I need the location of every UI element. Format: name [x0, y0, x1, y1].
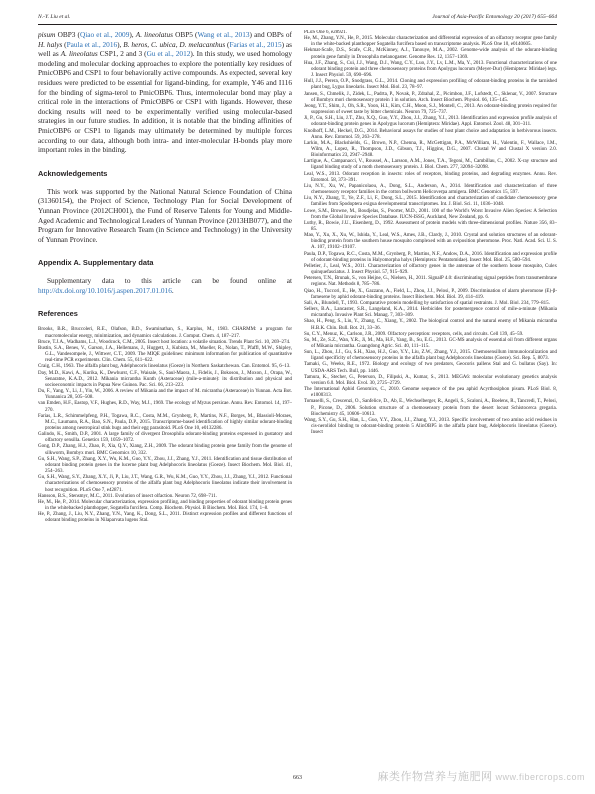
reference-item: Bruce, T.J.A., Wadhams, L.J., Woodcock, C.M., 2005. Insect host location: a volatile situation. Trends Plant Sci. 10, 269–274.: [38, 339, 291, 345]
reference-item: Lowe, S.M., Browne, M., Boudjelas, S., Poorter, M.D., 2001. 100 of the World's Worst Invasive Alien Species: A Selection from the Global Invasive Species Database. IUCN-ISSG, Auckland, New Zealand, pp. 6.: [304, 208, 557, 220]
supplementary-doi-link[interactable]: http://dx.doi.org/10.1016/j.aspen.2017.01.016: [38, 285, 172, 295]
reference-item: Du, F., Yang, Y., Li, J., Yin, W., 2006. A review of Mikania and the impact of M. micrantha (Asteraceae) in Yunnan. Acta Bot. Yunnanica 28, 505–508.: [38, 389, 292, 401]
reference-item: Jeong, Y.T., Shim, J., Oh, S.R., Yoon, H.I., Kim, C.H., Moon, S.J., Montell, C., 2013. An odorant-binding protein required for suppression of sweet taste by bitter chemicals. Neuron 79, 725–737.: [304, 103, 557, 116]
references-heading: References: [38, 309, 78, 319]
reference-item: Hull, J.J., Perera, O.P., Snodgrass, G.L., 2014. Cloning and expression profiling of odorant-binding proteins in the tarnished plant bug, Lygus lineolaris. Insect Mol. Biol. 23, 78–97.: [304, 79, 557, 91]
reference-item: Ji, P., Gu, S.H., Liu, J.T., Zhu, X.Q., Guo, Y.Y., Zhou, J.J., Zhang, Y.J., 2013. Identification and expression profile analysis of odorant-binding protein genes in Apolygus lucorum (Hemiptera: Miridae). Appl. Entomol. Zool. 48, 301–311.: [304, 116, 557, 128]
watermark-text: 麻类作物营养与施肥网: [377, 771, 493, 783]
reference-item: He, M., He, P., 2014. Molecular characterization, expression profiling, and binding properties of odorant binding protein genes in the whitebacked planthopper, Sogatella furcifera. Comp. Biochem. Physiol. B Biochem. Mol. Biol. 174, 1–8.: [38, 499, 292, 511]
reference-item: Sellers, B.A., Lancaster, S.R., Langeland, K.A., 2014. Herbicides for postemergence control of mile-a-minute (Mikania micrantha). Invasive Plant Sci. Manag. 7, 303–309.: [304, 307, 557, 319]
reference-item: Hekmat-Scafe, D.S., Scafe, C.R., McKinney, A.J., Tanouye, M.A., 2002. Genome-wide analysis of the odorant-binding protein gene family in Drosophila melanogaster. Genome Res. 12, 1357–1369.: [304, 48, 557, 60]
reference-item: Bustin, S.A., Benes, V., Garson, J.A., Hellemans, J., Huggett, J., Kubista, M., Mueller, R., Nolan, T., Pfaffl, M.W., Shipley, G.L., Vandesompele, J., Wittwer, C.T., 2009. The MIQE guidelines: minimum information for publication of quantitative real-time PCR experiments. Clin. Chem. 55, 611–622.: [38, 345, 292, 364]
running-head: [38, 14, 557, 24]
appendix-paragraph: [38, 276, 292, 295]
header-rule: [38, 24, 557, 25]
reference-item: Farias, L.R., Schimmelpfeng, P.H., Togawa, R.C., Costa, M.M., Grynberg, P., Martins, N.F., Borges, M., Blassioli-Moraes, M.C., Laumann, R.A., Bao, S.N., Paula, D.P., 2015. Transcriptome-based identification of highly similar odorant-binding proteins among neotropical stink bugs and their egg parasitoid. PLoS One 10, e0132286.: [38, 413, 292, 431]
appendix-period: .: [171, 285, 174, 295]
reference-item: Liu, N.Y., Xu, W., Papanicolaou, A., Dong, S.L., Anderson, A., 2014. Identification and characterization of three chemosensory receptor families in the cotton bollworm Helicoverpa armigera. BMC Genomics 15, 597.: [304, 183, 557, 196]
reference-item: Brooks, B.R., Bruccoleri, R.E., Olafson, B.D., Swaminathan, S., Karplus, M., 1983. CHARMM: a program for macromolecular energy, minimization, and dynamics calculations. J. Comput. Chem. 4, 187–217.: [38, 327, 292, 339]
reference-item: Hansson, B.S., Stensmyr, M.C., 2011. Evolution of insect olfaction. Neuron 72, 698–711.: [38, 493, 218, 499]
reference-item: The International Aphid Genomics, C., 2010. Genome sequence of the pea aphid Acyrthosiphon pisum. PLoS Biol. 8, e1000313.: [304, 387, 557, 399]
reference-item: He, M., Zhang, Y.N., He, P., 2015. Molecular characterization and differential expression of an olfactory receptor gene family in the white-backed planthopper Sogatella furcifera based on transcriptome analysis. PLoS One 10, e0140605.: [304, 36, 557, 48]
left-column: [38, 30, 292, 770]
reference-item: Mao, Y., Xu, X., Xu, W., Ishida, Y., Leal, W.S., Ames, J.B., Clardy, J., 2010. Crystal and solution structures of an odorant-binding protein from the southern house mosquito complexed with an oviposition pheromone. Proc. Natl. Acad. Sci. U. S. A. 107, 19102–19107.: [304, 233, 557, 251]
watermark: [377, 768, 585, 784]
right-column: [304, 30, 557, 770]
reference-item: Sali, A., Blundell, T., 1993. Comparative protein modelling by satisfaction of spatial restraints. J. Mol. Biol. 234, 779–815.: [304, 300, 550, 306]
appendix-sentence: Supplementary data to this article can be found online at: [47, 276, 292, 286]
running-head-journal: Journal of Asia-Pacific Entomology 20 (2017) 655–664: [432, 14, 557, 20]
acknowledgements-paragraph: This work was supported by the National Natural Science Foundation of China (31360154), the Project of Science, Technology Plan for Social Development of Yunnan Province (2012CH001), the Fund of Reserve Talents for Young and Middle-Aged Academic and Technological Leaders of Yunnan Province (2013HB077), and the Program for Innovative Research Team (in Science and Technology) in the University of Yunnan Province.: [38, 186, 292, 244]
reference-item: Luthy, R., Bowie, J.U., Eisenberg, D., 1992. Assessment of protein models with three-dimensional profiles. Nature 356, 83–85.: [304, 220, 557, 232]
discussion-text: [38, 30, 292, 155]
reference-item: Gu, S.H., Wang, S.Y., Zhang, X.Y., Ji, P., Liu, J.T., Wang, G.R., Wu, K.M., Guo, Y.Y., Zhou, J.J., Zhang, Y.J., 2012. Functional characterizations of chemosensory proteins of the alfalfa plant bug Adelphocoris lineolatus indicate their involvement in host recognition. PLoS One 7, e42871.: [38, 475, 292, 493]
reference-item: Shao, H., Peng, S., Liu, Y., Zhang, C., Xiang, Y., 2002. The biological control and the natural enemy of Mikania micrantha H.B.K. Chin. Bull. Bot. 21, 33–36.: [304, 319, 557, 331]
watermark-url: www.fibercrops.com: [495, 772, 585, 782]
page-number: 663: [293, 775, 302, 781]
reference-item: Knolhoff, L.M., Heckel, D.G., 2014. Behavioral assays for studies of host plant choice and adaptation in herbivorous insects. Annu. Rev. Entomol. 59, 263–278.: [304, 128, 557, 140]
reference-item: Liu, N.Y., Zhang, T., Ye, Z.F., Li, F., Dong, S.L., 2015. Identification and characterization of candidate chemosensory gene families from Spodoptera exigua developmental transcriptomes. Int. J. Biol. Sci. 11, 1036–1048.: [304, 196, 557, 208]
reference-item: Larkin, M.A., Blackshields, G., Brown, N.P., Chenna, R., McGettigan, P.A., McWilliam, H., Valentin, F., Wallace, I.M., Wilm, A., Lopez, R., Thompson, J.D., Gibson, T.J., Higgins, D.G., 2007. Clustal W and Clustal X version 2.0. Bioinformatics 23, 2947–2948.: [304, 140, 557, 159]
reference-item: Tomaselli, S., Crescenzi, O., Sanfelice, D., Ab, E., Wechselberger, R., Angeli, S., Scaloni, A., Boelens, R., Tancredi, T., Pelosi, P., Picone, D., 2006. Solution structure of a chemosensory protein from the desert locust Schistocerca gregaria. Biochemistry 45, 10606–10613.: [304, 399, 557, 417]
reference-item: Su, M., Ze, S.Z., Wan, Y.R., Ji, M., Ma, H.F., Yang, B., Su, E.G., 2013. GC-MS analysis of essential oil from different organs of Mikania micrantha. Guangdong Agric. Sci. 40, 111–115.: [304, 337, 557, 349]
appendix-text: [38, 276, 292, 295]
reference-item: Paula, D.P., Togawa, R.C., Costa, M.M., Grynberg, P., Martins, N.F., Andow, D.A., 2016. Identification and expression profile of odorant-binding proteins in Halyomorpha halys (Hemiptera: Pentatomidae). Insect Mol. Biol. 25, 580–594.: [304, 251, 557, 263]
reference-item: Sun, L., Zhou, J.J., Gu, S.H., Xiao, H.J., Guo, Y.Y., Liu, Z.W., Zhang, Y.J., 2015. Chemosensillum immunolocalization and ligand specificity of chemosensory proteins in the alfalfa plant bug Adelphocoris lineolatus (Goeze). Sci. Rep. 5, 8073.: [304, 350, 557, 362]
reference-item: Wang, S.Y., Gu, S.H., Han, L., Guo, Y.Y., Zhou, J.J., Zhang, Y.J., 2013. Specific involvement of two amino acid residues in cis-nerolidol binding to odorant-binding protein 5 AlinOBP5 in the alfalfa plant bug, Adelphocoris lineolatus (Goeze). Insect: [304, 417, 557, 436]
reference-item: Galindo, K., Smith, D.P., 2001. A large family of divergent Drosophila odorant-binding proteins expressed in gustatory and olfactory sensilla. Genetics 159, 1059–1072.: [38, 432, 292, 444]
reference-item: Lartigue, A., Campanacci, V., Roussel, A., Larsson, A.M., Jones, T.A., Tegoni, M., Cambillau, C., 2002. X-ray structure and ligand binding study of a moth chemosensory protein. J. Biol. Chem. 277, 32094–32098.: [304, 159, 557, 171]
reference-item: PLoS One 6, e28921.: [304, 30, 347, 35]
running-head-authors: N.-Y. Liu et al.: [38, 14, 71, 20]
reference-item: Tamura, K., Stecher, G., Peterson, D., Filipski, A., Kumar, S., 2013. MEGA6: molecular evolutionary genetics analysis version 6.0. Mol. Biol. Evol. 30, 2725–2729.: [304, 374, 557, 386]
acknowledgements-heading: Acknowledgements: [38, 168, 108, 178]
reference-item: Petersen, T.N., Brunak, S., von Heijne, G., Nielsen, H., 2011. SignalP 4.0: discriminating signal peptides from transmembrane regions. Nat. Methods 8, 785–786.: [304, 276, 557, 288]
reference-item: Pelletier, J., Leal, W.S., 2011. Characterization of olfactory genes in the antennae of the southern house mosquito, Culex quinquefasciatus. J. Insect Physiol. 57, 915–929.: [304, 263, 557, 276]
acknowledgements-text: [38, 187, 292, 245]
reference-item: Tamaki, G., Weeks, R.E., 1972. Biology and ecology of two predators, Geocoris pallens Stal and G. bullatus (Say). In: USDA-ARS Tech. Bull, pp. 1446.: [304, 362, 557, 374]
reference-item: Leal, W.S., 2013. Odorant reception in insects: roles of receptors, binding proteins, and degrading enzymes. Annu. Rev. Entomol. 58, 373–391.: [304, 171, 557, 183]
reference-list-right: [304, 30, 557, 436]
reference-item: Day, M.D., Kawi, A., Kurika, K., Dewhurst, C.F., Waisale, S., Saul-Maora, J., Fidelis, J., Bokosou, J., Moxon, J., Orapa, W., Senaratne, K.A.D., 2012. Mikania micrantha Kunth (Asteraceae) (mile-a-minute): its distribution and physical and socioeconomic impacts in Papua New Guinea. Pac. Sci. 66, 213–223.: [38, 370, 292, 388]
reference-item: He, P., Zhang, J., Liu, N.Y., Zhang, Y.N., Yang, K., Dong, S.L., 2011. Distinct expression profiles and different functions of odorant binding proteins in Nilaparvata lugens Stal.: [38, 512, 292, 524]
reference-item: Craig, C.H., 1963. The alfalfa plant bug, Adelphocoris lineolatus (Goeze) in Northern Saskatchewan. Can. Entomol. 95, 6–13.: [38, 364, 291, 370]
reference-list-left: [38, 327, 292, 524]
reference-item: Hua, J.F., Zhang, S., Cui, J.J., Wang, D.J., Wang, C.Y., Luo, J.Y., Lv, L.M., Ma, Y., 2013. Functional characterizations of one odorant binding protein and three chemosensory proteins from Apolygus lucorum (Meyer-Dur) (Hemiptera: Miridae) legs. J. Insect Physiol. 59, 690–696.: [304, 60, 557, 79]
discussion-paragraph: pisum OBP3 (Qiao et al., 2009), A. lineolatus OBP5 (Wang et al., 2013) and OBPs of H. halys (Paula et al., 2016), B. heros, C. ubica, D. melacanthus (Farias et al., 2015) as well as A. lineolatus CSP1, 2 and 3 (Gu et al., 2012). In this study, we used homology modeling and molecular docking approaches to explore the potentially key residues of PmicOBP6 and CSP1 to four behaviorally active compounds. As expected, several key residues were predicted to be essential for ligand-binding, for example, Y46 and I116 for the binding of sigma-terol to PmicOBP6. Thus, intermolecular bond may play a critical role in the interactions of PmicOBP6 or CSP1 with ligands. However, these docking results will need to be experimentally verified using molecular-based strategies in our future studies. In addition, it is notable that the binding affinities of PmicOBP6 or CSP1 to ligands may ultimately be determined by multiple forces according to our data, although both intra- and inter-molecular H-bonds play more important roles in the binding.: [38, 30, 292, 155]
reference-item: Su, C.Y., Menuz, K., Carlson, J.R., 2009. Olfactory perception: receptors, cells, and circuits. Cell 139, 45–59.: [304, 331, 524, 337]
reference-item: Qiao, H., Tuccori, E., He, X., Gazzano, A., Field, L., Zhou, J.J., Pelosi, P., 2009. Discrimination of alarm pheromone (E)-β-farnesene by aphid odorant-binding proteins. Insect Biochem. Mol. Biol. 39, 414–419.: [304, 288, 557, 300]
reference-item: Gong, D.P., Zhang, H.J., Zhao, P., Xia, Q.Y., Xiang, Z.H., 2009. The odorant binding protein gene family from the genome of silkworm, Bombyx mori. BMC Genomics 10, 332.: [38, 444, 292, 456]
appendix-heading: Appendix A. Supplementary data: [38, 258, 154, 268]
reference-item: Jansen, S., Chmelik, J., Zidek, L., Padrta, P., Novak, P., Zdrahal, Z., Picimbon, J.F., Lofstedt, C., Sklenar, V., 2007. Structure of Bombyx mori chemosensory protein 1 in solution. Arch. Insect Biochem. Physiol. 66, 135–145.: [304, 91, 557, 103]
reference-item: Gu, S.H., Wang, S.P., Zhang, X.Y., Wu, K.M., Guo, Y.Y., Zhou, J.J., Zhang, Y.J., 2011. Identification and tissue distribution of odorant binding protein genes in the lucerne plant bug Adelphocoris lineolatus (Goeze). Insect Biochem. Mol. Biol. 41, 254–263.: [38, 456, 292, 475]
reference-item: van Emden, H.F., Eastop, V.F., Hughes, R.D., Way, M.J., 1969. The ecology of Myzus persicae. Annu. Rev. Entomol. 14, 197–270.: [38, 401, 292, 413]
